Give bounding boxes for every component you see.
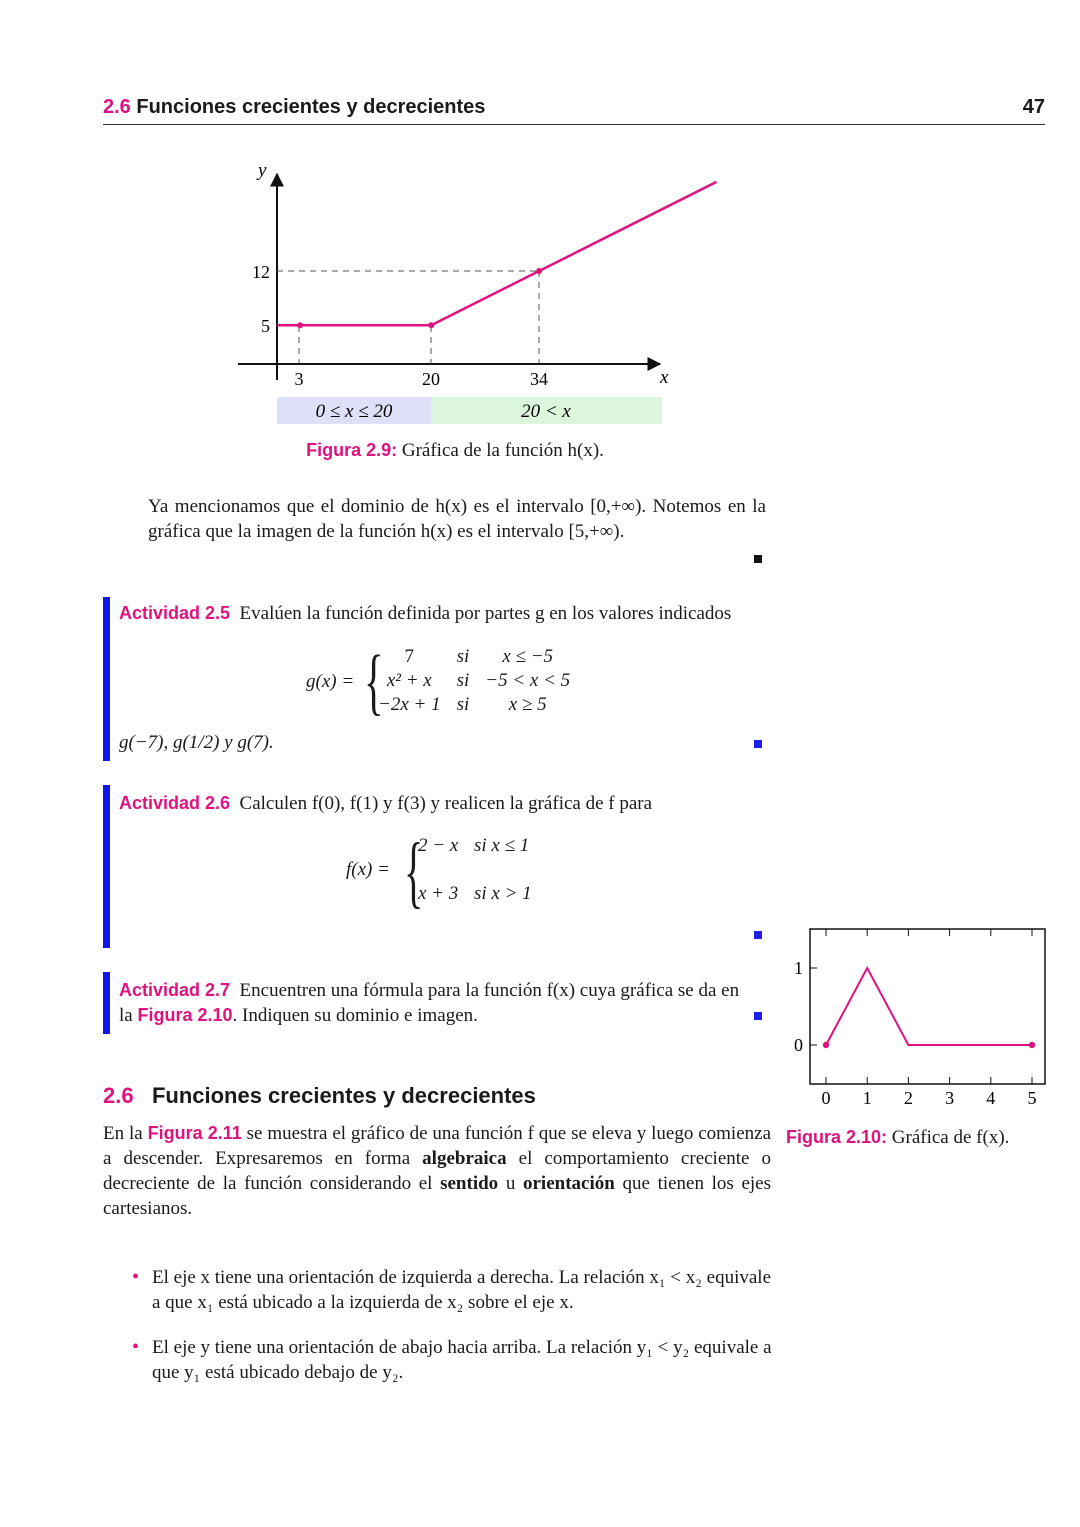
activity-2-6-bar: [103, 785, 110, 948]
figure-2-10-ref-link[interactable]: Figura 2.10: [137, 1005, 233, 1025]
h-series-line-2: [431, 182, 716, 325]
piece-cond: x ≥ 5: [508, 694, 547, 715]
figure-2-9-caption: [0, 440, 910, 462]
x-tick-label: 2: [903, 1088, 913, 1108]
y-tick-5: 5: [261, 316, 270, 336]
activity-2-5-heading: [119, 601, 779, 626]
x-tick-label: 1: [862, 1088, 872, 1108]
activity-2-6-heading: [119, 791, 779, 816]
activity-2-5-bar: [103, 597, 110, 761]
domain-label-left: 0 ≤ x ≤ 20: [315, 401, 393, 422]
activity-2-5-text: Evalúen la función definida por partes g en los valores indicados: [239, 603, 732, 624]
figure-2-9-chart: [0, 0, 1080, 440]
piecewise-row: [370, 669, 578, 693]
section-p-bold-1: algebraica: [422, 1148, 507, 1169]
activity-2-7-body: [119, 978, 769, 1028]
figure-2-10-caption-text: Gráfica de f(x).: [891, 1127, 1010, 1148]
figure-2-11-ref-link[interactable]: Figura 2.11: [147, 1123, 242, 1143]
activity-2-6-text: Calculen f(0), f(1) y f(3) y realicen la gráfica de f para: [239, 793, 653, 814]
figure-2-10-caption-label: Figura 2.10:: [786, 1127, 888, 1147]
header-section-number: 2.6: [103, 96, 131, 118]
figure-2-9-caption-label: Figura 2.9:: [306, 440, 398, 460]
section-p-2: el comportamiento creciente o decreciente de la función considerando el: [103, 1148, 772, 1194]
activity-2-6-row2-expr: x + 3: [418, 883, 459, 904]
activity-2-6-end-mark: [754, 931, 762, 939]
figure-2-10-ticks: [794, 929, 1037, 1108]
activity-2-5-brace: {: [364, 641, 384, 723]
h-series-group: [277, 182, 716, 328]
activity-2-7-end-mark: [754, 1012, 762, 1020]
piece-expr: 7: [404, 646, 415, 667]
figure-2-9-caption-text: Gráfica de la función h(x).: [401, 440, 604, 461]
section-number: 2.6: [103, 1083, 134, 1108]
section-paragraph: [103, 1121, 771, 1221]
section-p-bold-3: orientación: [523, 1173, 615, 1194]
x-tick-34: 34: [530, 369, 548, 389]
activity-2-5-tail: g(−7), g(1/2) y g(7).: [119, 732, 274, 753]
y-tick-label: 0: [794, 1035, 803, 1055]
activity-2-5-func: g(x) =: [306, 671, 355, 692]
section-p-3: u: [505, 1173, 516, 1194]
activity-2-6-label: Actividad 2.6: [119, 793, 231, 813]
list-item: • El eje y tiene una orientación de abajo hacia arriba. La relación y₁ < y₂ equivale a que y₁ está ubicado debajo de y₂.: [128, 1335, 773, 1385]
activity-2-5-table: [370, 645, 578, 717]
end-of-example-mark: [754, 555, 762, 563]
piece-expr: −2x + 1: [378, 694, 441, 715]
piece-si: si: [456, 646, 470, 667]
domain-label-right: 20 < x: [521, 401, 571, 422]
x-tick-3: 3: [294, 369, 304, 389]
figure-2-10-caption: [786, 1127, 1046, 1149]
piecewise-row: [370, 693, 578, 717]
section-p-1: se muestra el gráfico de una función f que se eleva y luego comienza a descender. Expresaremos en forma: [103, 1123, 772, 1169]
piecewise-row: [370, 645, 578, 669]
x-tick-label: 5: [1027, 1088, 1037, 1108]
activity-2-6-brace: {: [404, 828, 424, 916]
activity-2-5-end-mark: [754, 740, 762, 748]
section-p-pre: En la: [103, 1123, 143, 1144]
section-heading: [103, 1083, 536, 1109]
x-tick-label: 3: [945, 1088, 955, 1108]
figure-2-10-chart: [780, 920, 1060, 1120]
page-number: 47: [1022, 96, 1045, 118]
f-endpoint: [1029, 1042, 1035, 1048]
activity-2-7-text2-pre: la: [119, 1005, 133, 1026]
x-tick-label: 4: [986, 1088, 996, 1108]
header-section-title: Funciones crecientes y decrecientes: [136, 96, 486, 118]
y-tick-12: 12: [252, 262, 270, 282]
activity-2-6-row1-cond: si x ≤ 1: [474, 835, 530, 856]
section-p-bold-2: sentido: [440, 1173, 499, 1194]
piece-si: si: [456, 694, 470, 715]
activity-2-7-text2-post: . Indiquen su dominio e imagen.: [232, 1005, 478, 1026]
piece-si: si: [456, 670, 470, 691]
activity-2-7-text1: Encuentren una fórmula para la función f(x) cuya gráfica se da en: [239, 980, 740, 1001]
h-point: [536, 268, 542, 274]
piece-cond: −5 < x < 5: [485, 670, 571, 691]
y-axis-label: y: [258, 160, 267, 181]
h-point: [297, 322, 303, 328]
list-item: • El eje x tiene una orientación de izquierda a derecha. La relación x₁ < x₂ equivale a que x₁ está ubicado a la izquierda de x₂ sobre el eje x.: [128, 1265, 773, 1315]
activity-2-7-bar: [103, 972, 110, 1034]
x-axis-label: x: [660, 367, 669, 388]
activity-2-5-label: Actividad 2.5: [119, 603, 231, 623]
x-tick-label: 0: [821, 1088, 831, 1108]
piece-cond: x ≤ −5: [502, 646, 554, 667]
x-tick-20: 20: [422, 369, 440, 389]
activity-2-6-row2-cond: si x > 1: [474, 883, 532, 904]
section-title: Funciones crecientes y decrecientes: [151, 1083, 536, 1108]
bullet-list: [128, 1265, 773, 1405]
activity-2-6-row1-expr: 2 − x: [418, 835, 459, 856]
figure-2-10-series: [823, 968, 1035, 1048]
section-p-4: que tienen los ejes cartesianos.: [103, 1173, 772, 1219]
paragraph-domain-image: Ya mencionamos que el dominio de h(x) es el intervalo [0,+∞). Notemos en la gráfica que la imagen de la función h(x) es el intervalo [5,+∞).: [148, 496, 766, 542]
activity-2-7-label: Actividad 2.7: [119, 980, 231, 1000]
figure-2-10-frame: [810, 929, 1045, 1084]
h-point: [428, 322, 434, 328]
activity-2-6-func: f(x) =: [346, 859, 390, 880]
y-tick-label: 1: [794, 958, 803, 978]
piece-expr: x² + x: [386, 670, 432, 691]
f-endpoint: [823, 1042, 829, 1048]
f-series-line: [826, 968, 1032, 1045]
